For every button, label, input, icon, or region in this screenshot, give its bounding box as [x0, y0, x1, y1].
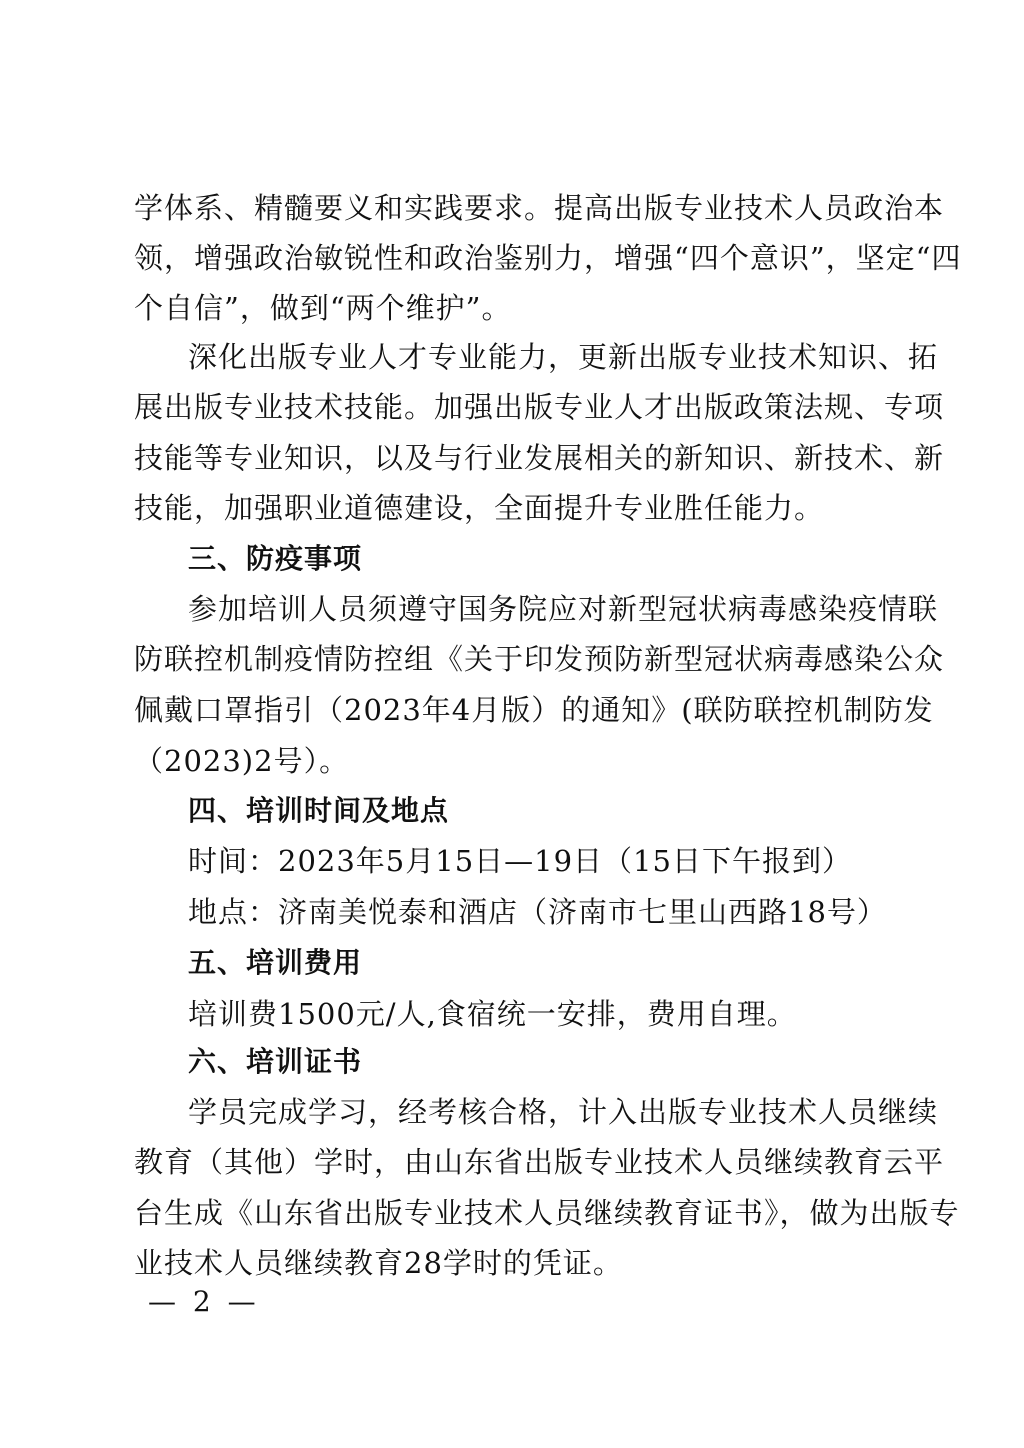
paragraph-political-line: 领，增强政治敏锐性和政治鉴别力，增强“四个意识”，坚定“四 — [134, 241, 962, 275]
section-heading-fees: 五、培训费用 — [188, 946, 363, 979]
section-heading-epidemic: 三、防疫事项 — [188, 542, 363, 575]
paragraph-skills-line: 技能，加强职业道德建设，全面提升专业胜任能力。 — [134, 491, 825, 525]
section6-line: 教育（其他）学时，由山东省出版专业技术人员继续教育云平 — [134, 1145, 945, 1179]
section3-line: （2023)2号）。 — [134, 744, 350, 778]
paragraph-skills-line: 深化出版专业人才专业能力，更新出版专业技术知识、拓 — [188, 340, 939, 374]
training-time: 时间：2023年5月15日—19日（15日下午报到） — [188, 844, 852, 878]
paragraph-skills-line: 技能等专业知识，以及与行业发展相关的新知识、新技术、新 — [134, 441, 945, 475]
section6-line: 台生成《山东省出版专业技术人员继续教育证书》，做为出版专 — [134, 1196, 960, 1230]
training-fee: 培训费1500元/人,食宿统一安排，费用自理。 — [188, 997, 797, 1031]
paragraph-political-line: 个自信”，做到“两个维护”。 — [134, 291, 512, 325]
paragraph-political-line: 学体系、精髓要义和实践要求。提高出版专业技术人员政治本 — [134, 191, 945, 225]
section6-line: 学员完成学习，经考核合格，计入出版专业技术人员继续 — [188, 1095, 939, 1129]
section-heading-time-place: 四、培训时间及地点 — [188, 794, 450, 827]
section3-line: 佩戴口罩指引（2023年4月版）的通知》(联防联控机制防发 — [134, 693, 934, 727]
section3-line: 防联控机制疫情防控组《关于印发预防新型冠状病毒感染公众 — [134, 642, 945, 676]
training-place: 地点：济南美悦泰和酒店（济南市七里山西路18号） — [188, 895, 887, 929]
section-heading-certificate: 六、培训证书 — [188, 1045, 363, 1078]
paragraph-skills-line: 展出版专业技术技能。加强出版专业人才出版政策法规、专项 — [134, 390, 945, 424]
section6-line: 业技术人员继续教育28学时的凭证。 — [134, 1246, 623, 1280]
page-number: — 2 — — [148, 1285, 260, 1318]
section3-line: 参加培训人员须遵守国务院应对新型冠状病毒感染疫情联 — [188, 592, 939, 626]
